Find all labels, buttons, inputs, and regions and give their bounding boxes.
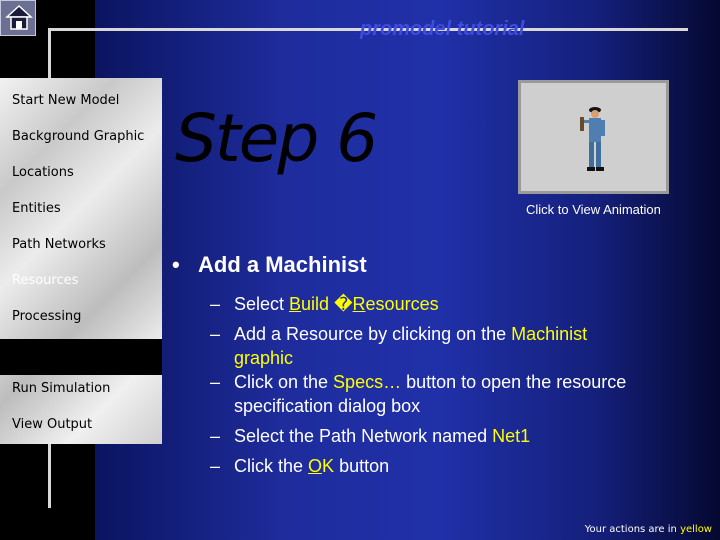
sidebar-item-view-output[interactable]: View Output (12, 417, 93, 432)
menu-arrow-glyph: � (334, 294, 353, 314)
home-icon (5, 4, 33, 32)
sidebar-item-run-simulation[interactable]: Run Simulation (12, 381, 111, 396)
dash: – (210, 294, 221, 314)
machinist-figure-icon (576, 103, 612, 175)
step-select-build-resources (172, 292, 692, 316)
page-title: promodel tutorial (360, 18, 525, 40)
sidebar-nav (0, 78, 162, 444)
home-button[interactable] (0, 0, 36, 36)
bullet-dot: • (172, 252, 180, 277)
step-heading: Step 6 (175, 100, 377, 177)
step-text: button to open the resource specification dialog box (234, 372, 627, 416)
sidebar-item-processing[interactable]: Processing (12, 309, 82, 324)
sidebar-item-locations[interactable]: Locations (12, 165, 74, 180)
dash: – (210, 426, 221, 446)
ok-hotkey: O (308, 456, 323, 476)
step-text: Click on the (234, 372, 334, 392)
step-add-resource (172, 322, 692, 370)
sidebar-item-arrivals[interactable]: Arrivals (12, 345, 62, 360)
dash: – (210, 456, 221, 476)
step-text: Select (234, 294, 290, 314)
dash: – (210, 372, 221, 392)
dash: – (210, 324, 221, 344)
graphic-highlight: graphic (234, 348, 294, 368)
sidebar-item-background-graphic[interactable]: Background Graphic (12, 129, 145, 144)
step-text: Select the Path Network named (234, 426, 493, 446)
step-click-ok (172, 454, 692, 478)
sidebar-item-path-networks[interactable]: Path Networks (12, 237, 106, 252)
build-menu-label: uild (301, 294, 335, 314)
step-click-specs (172, 370, 692, 418)
machinist-highlight: Machinist (511, 324, 588, 344)
animation-link[interactable]: Click to View Animation (526, 202, 661, 217)
footer-note (585, 524, 712, 535)
step-select-path-network (172, 424, 692, 448)
ok-label: K (322, 456, 335, 476)
net1-highlight: Net1 (492, 426, 531, 446)
instructions (172, 252, 692, 478)
main-bullet (172, 252, 692, 278)
specs-highlight: Specs… (333, 372, 402, 392)
step-text: Add a Resource by clicking on the (234, 324, 512, 344)
sidebar-item-start-new-model[interactable]: Start New Model (12, 93, 120, 108)
bullet-text: Add a Machinist (198, 252, 367, 277)
footer-highlight-word: yellow (680, 524, 712, 535)
footer-text: Your actions are in (584, 524, 681, 535)
step-text: button (334, 456, 390, 476)
step-text: Click the (234, 456, 309, 476)
resources-menu-hotkey: R (352, 294, 366, 314)
resources-menu-label: esources (365, 294, 439, 314)
sidebar-item-entities[interactable]: Entities (12, 201, 61, 216)
sidebar-item-resources[interactable]: Resources (12, 273, 79, 288)
build-menu-hotkey: B (289, 294, 302, 314)
animation-thumbnail[interactable] (518, 80, 669, 194)
